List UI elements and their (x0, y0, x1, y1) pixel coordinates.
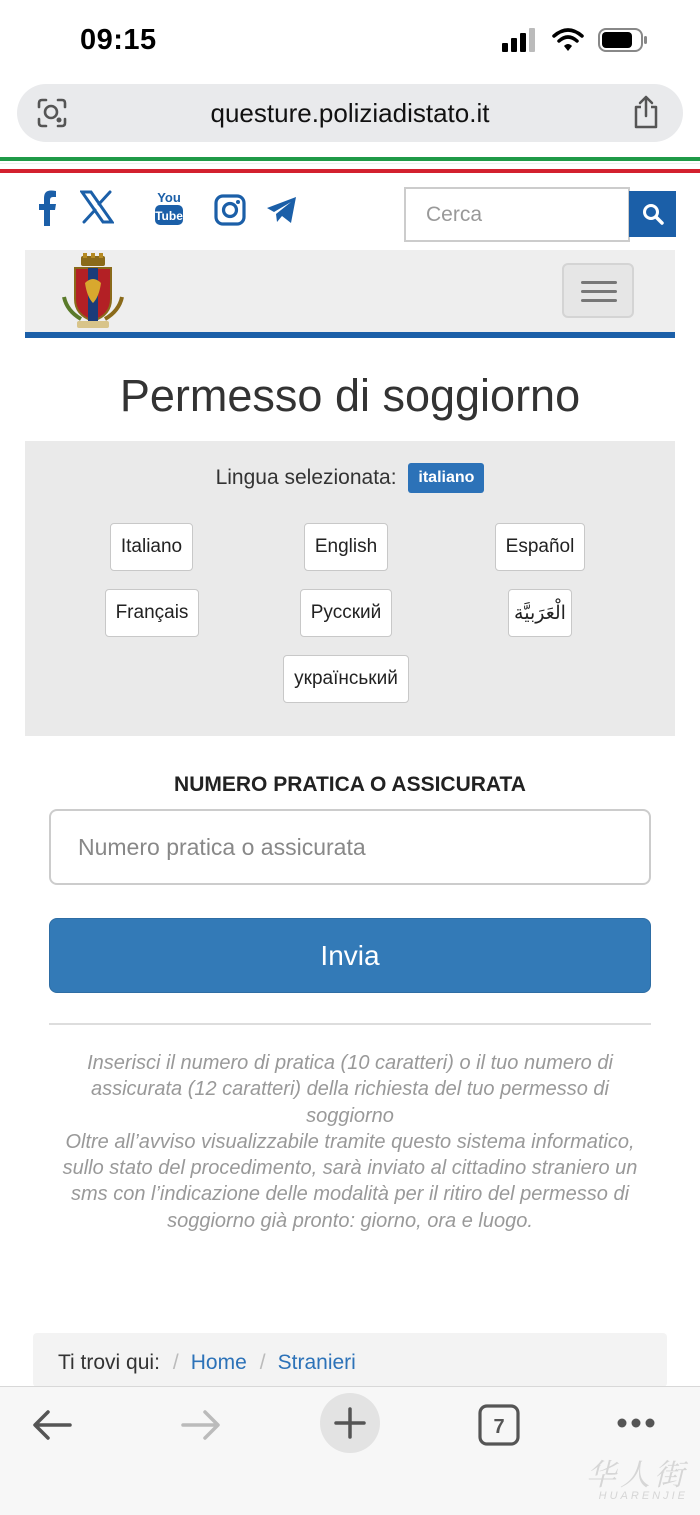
breadcrumb-home[interactable]: Home (190, 1351, 247, 1374)
breadcrumb-prefix: Ti trovi qui: (58, 1351, 160, 1374)
breadcrumb-stranieri[interactable]: Stranieri (277, 1351, 356, 1374)
search-input[interactable] (406, 189, 628, 240)
search-box (404, 187, 630, 242)
menu-toggle-button[interactable] (562, 263, 634, 318)
x-icon[interactable] (80, 190, 114, 224)
help-text (52, 1050, 648, 1234)
watermark-sub: HUARENJIE (598, 1490, 688, 1502)
search-icon (642, 203, 664, 225)
wifi-icon (552, 28, 584, 52)
telegram-icon[interactable] (266, 196, 298, 224)
help-text-line1: Inserisci il numero di pratica (10 caratteri) o il tuo numero di assicurata (12 caratteri) della richiesta del tuo permesso di soggiorno (87, 1052, 613, 1127)
divider (49, 1023, 651, 1025)
tricolor-band (0, 157, 700, 179)
help-text-line2: Oltre all’avviso visualizzabile tramite questo sistema informatico, sullo stato del procedimento, sarà inviato al cittadino straniero un sms con l’indicazione delle modalità per il ritiro del permesso di soggiorno già pronto: giorno, ora e luogo. (62, 1130, 638, 1232)
tab-count: 7 (493, 1416, 505, 1438)
language-label-row (25, 463, 675, 493)
signal-icon (502, 28, 538, 52)
header-underline (25, 332, 675, 338)
instagram-icon[interactable] (214, 194, 246, 226)
url-bar[interactable] (17, 84, 683, 142)
status-bar (0, 0, 700, 80)
practice-number-input[interactable] (49, 809, 651, 885)
more-options-icon[interactable] (616, 1417, 656, 1429)
new-tab-plus-icon[interactable] (320, 1393, 380, 1453)
forward-arrow-icon[interactable] (181, 1409, 221, 1441)
watermark (586, 1450, 688, 1502)
svg-text:Tube: Tube (155, 209, 183, 223)
breadcrumb: Ti trovi qui: / Home / Stranieri (33, 1333, 667, 1387)
language-label: Lingua selezionata: (215, 466, 397, 489)
lang-button-english[interactable]: English (304, 523, 388, 571)
watermark-text: 华人街 (586, 1459, 688, 1492)
share-icon[interactable] (631, 95, 661, 129)
lang-button-francais[interactable]: Français (105, 589, 199, 637)
lang-button-italiano[interactable]: Italiano (110, 523, 193, 571)
lang-button-ukrainian[interactable]: український (283, 655, 409, 703)
language-panel (25, 441, 675, 736)
page-title: Permesso di soggiorno (119, 370, 581, 421)
svg-text:You: You (157, 190, 181, 205)
lang-button-espanol[interactable]: Español (495, 523, 585, 571)
back-arrow-icon[interactable] (32, 1409, 72, 1441)
lang-button-russian[interactable]: Русский (300, 589, 392, 637)
lang-button-arabic[interactable]: الْعَرَبيَّة (508, 589, 572, 637)
battery-icon (598, 28, 648, 52)
search-button[interactable] (629, 191, 676, 237)
facebook-icon[interactable] (36, 190, 58, 226)
selected-language-badge: italiano (408, 463, 484, 493)
submit-button[interactable]: Invia (49, 918, 651, 993)
youtube-icon[interactable] (154, 188, 184, 228)
tabs-icon[interactable] (478, 1404, 520, 1446)
status-time: 09:15 (80, 24, 157, 56)
status-icons (502, 28, 648, 52)
menu-icon (581, 281, 617, 284)
polizia-crest-logo[interactable] (61, 253, 125, 330)
practice-number-label: NUMERO PRATICA O ASSICURATA (174, 773, 526, 796)
url-text[interactable]: questure.poliziadistato.it (210, 98, 490, 128)
